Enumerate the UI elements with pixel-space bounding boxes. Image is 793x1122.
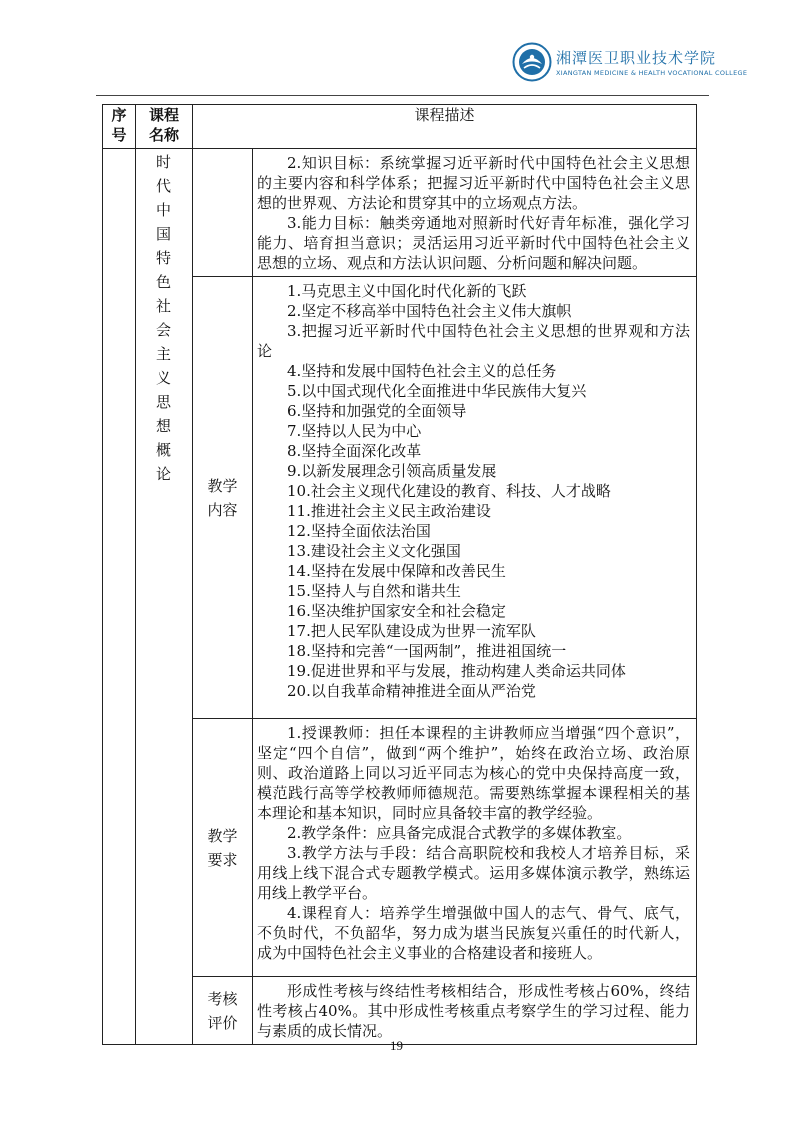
list-item: 4.坚持和发展中国特色社会主义的总任务: [287, 362, 557, 380]
list-item: 17.把人民军队建设成为世界一流军队: [287, 622, 536, 640]
assessment-text: 形成性考核与终结性考核相结合，形成性考核占60%，终结性考核占40%。其中形成性考核重点考察学生的学习过程、能力与素质的成长情况。: [257, 982, 691, 1040]
list-item: 8.坚持全面深化改革: [287, 442, 422, 460]
assessment-cell: [253, 977, 697, 1045]
requirements-label: 教学要求: [207, 826, 238, 869]
list-item: 18.坚持和完善“一国两制”，推进祖国统一: [287, 642, 567, 660]
course-name-cell: [136, 149, 193, 1045]
list-item: 3.把握习近平新时代中国特色社会主义思想的世界观和方法论: [257, 322, 691, 360]
course-name: 时代中国特色社会主义思想概论: [155, 153, 172, 483]
table-row: [103, 719, 697, 977]
list-item: 13.建设社会主义文化强国: [287, 542, 461, 560]
content-label: 教学内容: [207, 476, 238, 519]
table-row: [103, 977, 697, 1045]
content-label-cell: [193, 277, 253, 719]
table-row: [103, 149, 697, 277]
list-item: 14.坚持在发展中保障和改善民生: [287, 562, 506, 580]
assessment-label: 考核评价: [207, 989, 238, 1032]
requirements-cell: [253, 719, 697, 977]
list-item: 12.坚持全面依法治国: [287, 522, 431, 540]
table-header-row: [103, 105, 697, 149]
requirement-item: 3.教学方法与手段：结合高职院校和我校人才培养目标，采用线上线下混合式专题教学模式。运用多媒体演示教学，熟练运用线上教学平台。: [257, 844, 691, 902]
index-cell: [103, 149, 136, 1045]
objectives-label-cell: [193, 149, 253, 277]
assessment-label-cell: [193, 977, 253, 1045]
col-index-label: 序号: [111, 106, 127, 144]
objectives-cell: [253, 149, 697, 277]
school-name: 湘潭医卫职业技术学院: [556, 49, 717, 67]
col-desc-header: 课程描述: [193, 105, 697, 149]
objective-knowledge: 2.知识目标：系统掌握习近平新时代中国特色社会主义思想的主要内容和科学体系；把握习近平新时代中国特色社会主义思想的世界观、方法论和贯穿其中的立场观点方法。: [257, 154, 691, 212]
content-cell: [253, 277, 697, 719]
school-logo: [512, 42, 770, 86]
list-item: 16.坚决维护国家安全和社会稳定: [287, 602, 506, 620]
list-item: 9.以新发展理念引领高质量发展: [287, 462, 497, 480]
table-row: [103, 277, 697, 719]
list-item: 15.坚持人与自然和谐共生: [287, 582, 461, 600]
col-name-header: [136, 105, 193, 149]
curriculum-table: [102, 104, 697, 1045]
col-index-header: [103, 105, 136, 149]
list-item: 6.坚持和加强党的全面领导: [287, 402, 467, 420]
list-item: 1.马克思主义中国化时代化新的飞跃: [287, 282, 527, 300]
list-item: 7.坚持以人民为中心: [287, 422, 422, 440]
list-item: 10.社会主义现代化建设的教育、科技、人才战略: [287, 482, 611, 500]
requirements-label-cell: [193, 719, 253, 977]
list-item: 2.坚定不移高举中国特色社会主义伟大旗帜: [287, 302, 572, 320]
list-item: 11.推进社会主义民主政治建设: [287, 502, 491, 520]
page-number: 19: [390, 1038, 403, 1053]
requirement-item: 1.授课教师：担任本课程的主讲教师应当增强“四个意识”，坚定“四个自信”，做到“两个维护”，始终在政治立场、政治原则、政治道路上同以习近平同志为核心的党中央保持高度一致，模范践行高等学校教师师德规范。需要熟练掌握本课程相关的基本理论和基本知识，同时应具备较丰富的教学经验。: [257, 724, 691, 822]
requirement-item: 4.课程育人：培养学生增强做中国人的志气、骨气、底气，不负时代，不负韶华，努力成为堪当民族复兴重任的时代新人，成为中国特色社会主义事业的合格建设者和接班人。: [257, 904, 691, 962]
school-name-en: XIANGTAN MEDICINE & HEALTH VOCATIONAL COLLEGE: [556, 69, 748, 77]
list-item: 20.以自我革命精神推进全面从严治党: [287, 682, 536, 700]
list-item: 5.以中国式现代化全面推进中华民族伟大复兴: [287, 382, 587, 400]
header-divider: [96, 95, 709, 96]
col-name-label: 课程名称: [149, 106, 180, 144]
school-emblem-icon: [512, 42, 552, 82]
objective-ability: 3.能力目标：触类旁通地对照新时代好青年标准，强化学习能力、培育担当意识；灵活运用习近平新时代中国特色社会主义思想的立场、观点和方法认识问题、分析问题和解决问题。: [257, 214, 691, 272]
requirement-item: 2.教学条件：应具备完成混合式教学的多媒体教室。: [287, 824, 632, 842]
list-item: 19.促进世界和平与发展，推动构建人类命运共同体: [287, 662, 626, 680]
